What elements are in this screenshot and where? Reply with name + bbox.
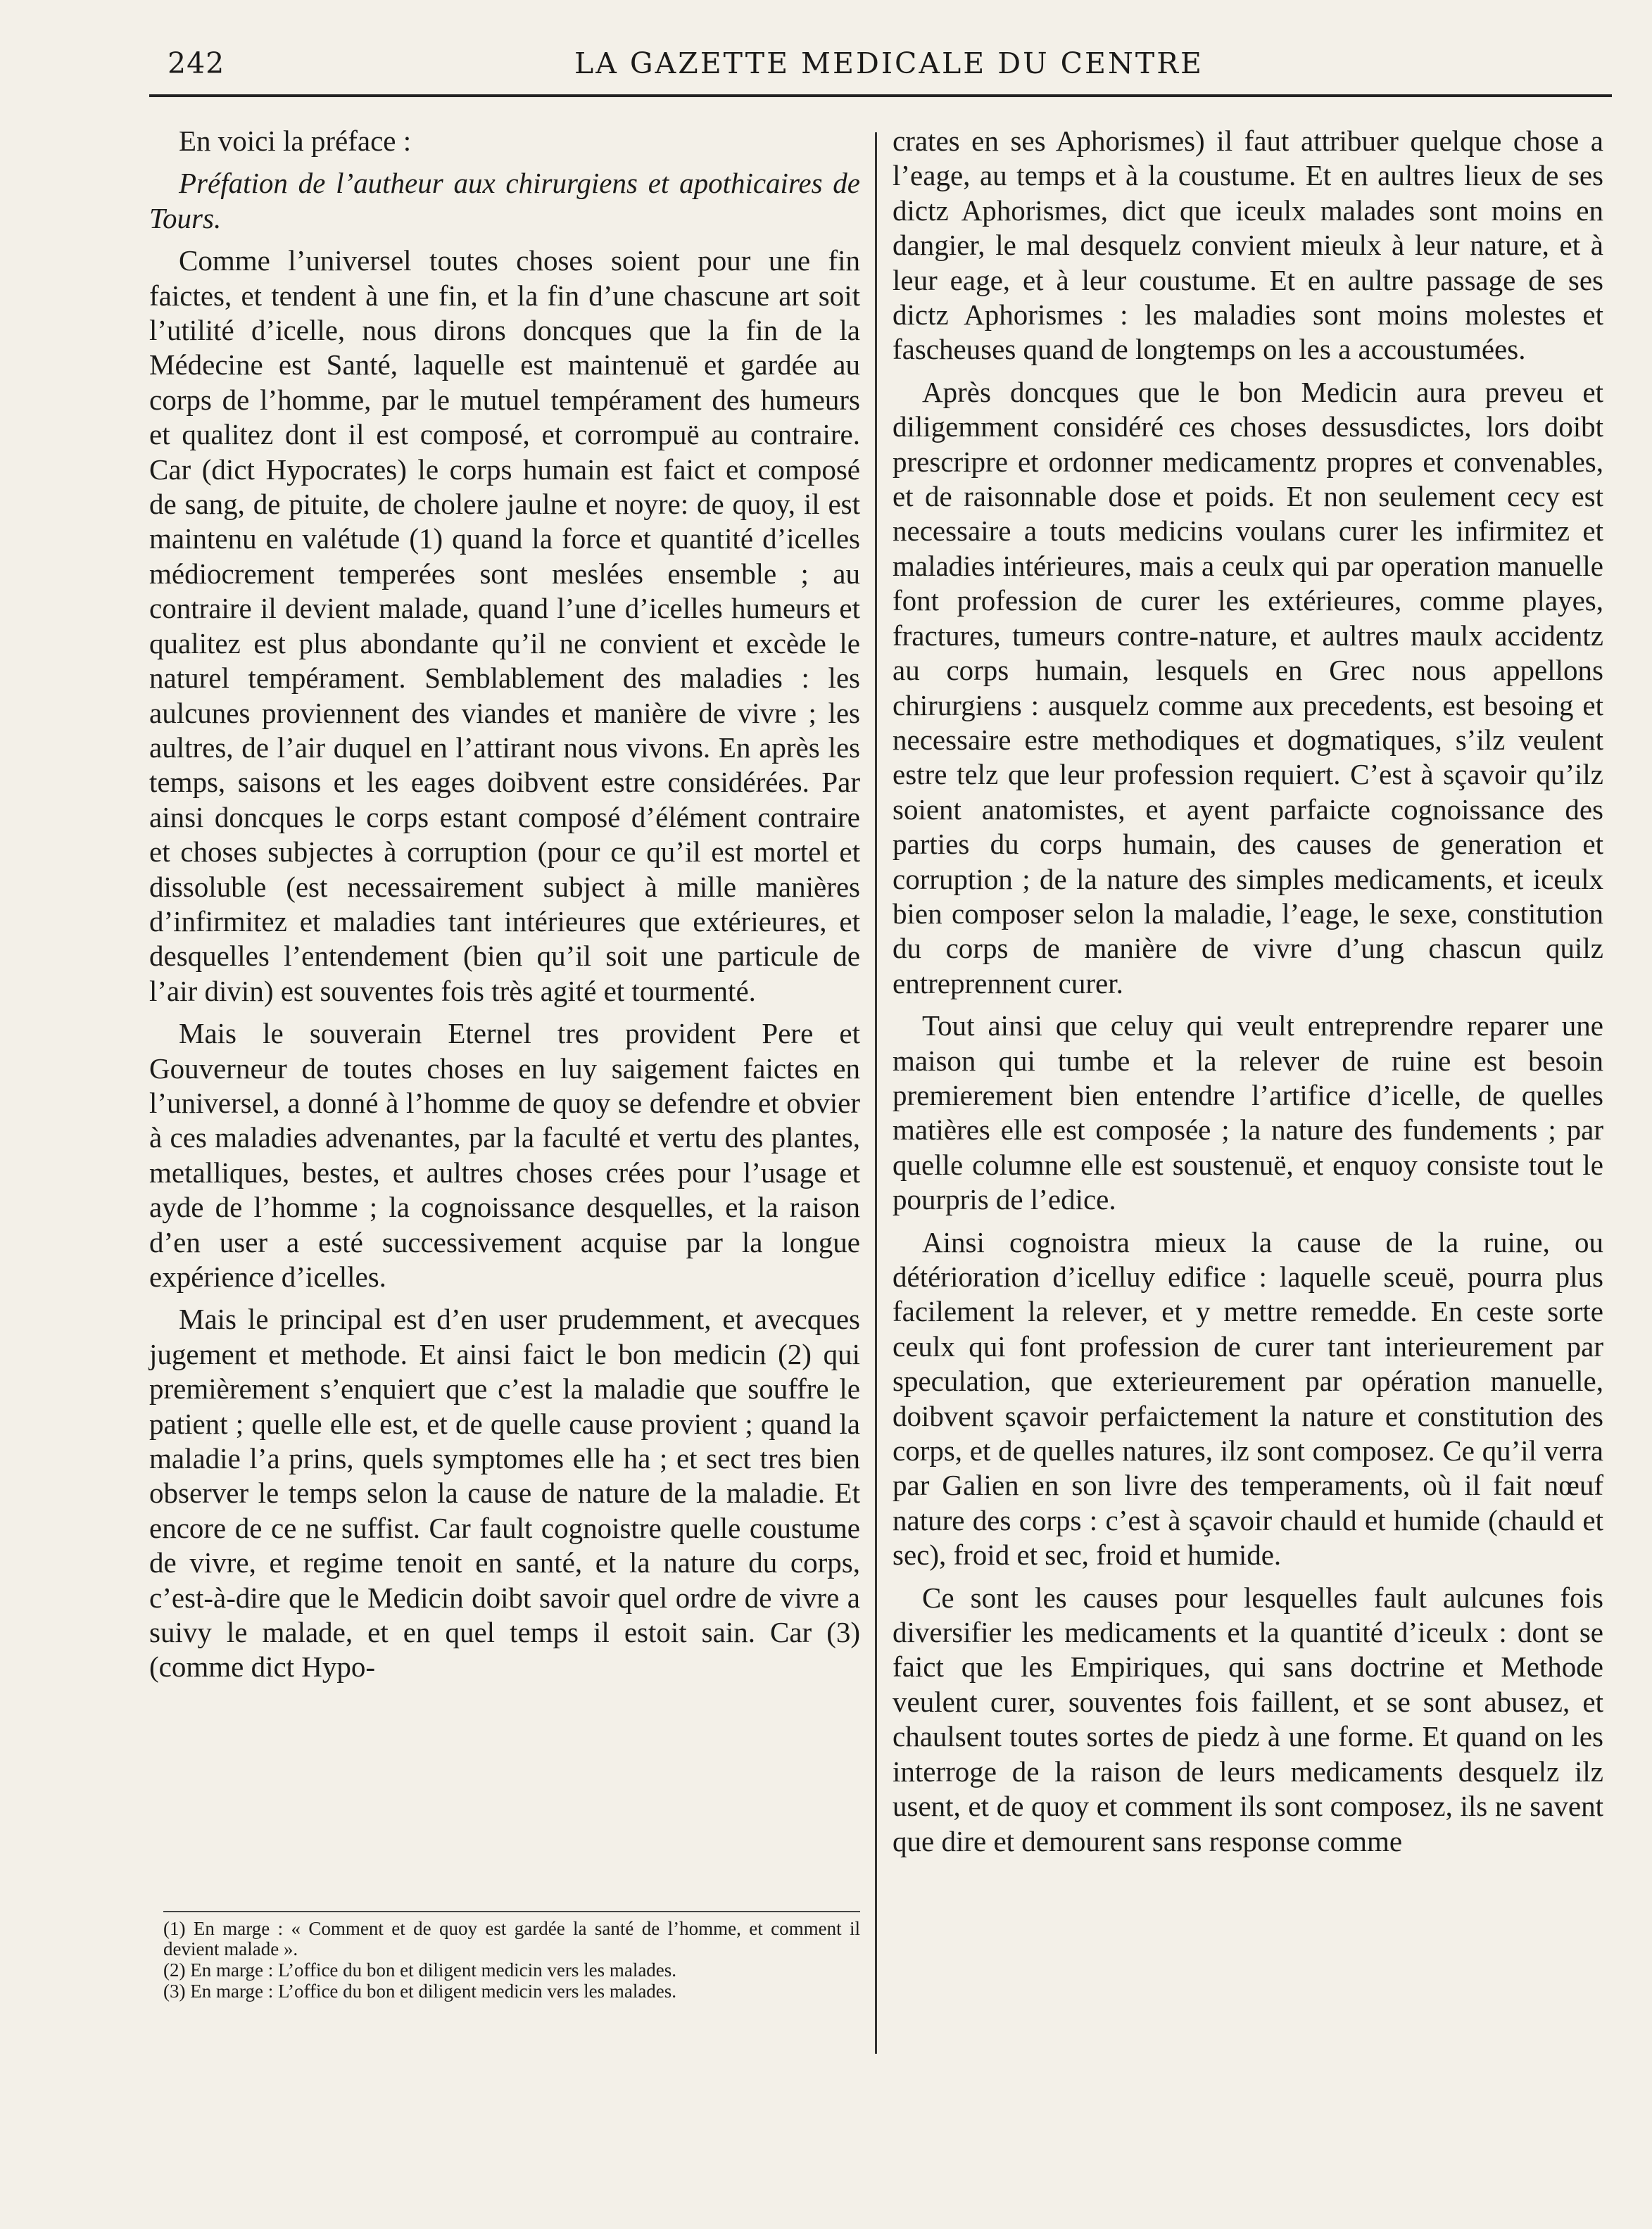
footnote: (3) En marge : L’office du bon et diligent medicin vers les malades. [163, 1981, 677, 2002]
footnote-rule [163, 1911, 860, 1912]
footnote: (1) En marge : « Comment et de quoy est gardée la santé de l’homme, et comment il devient malade ». [163, 1918, 860, 1959]
paragraph: Ce sont les causes pour lesquelles fault aulcunes fois diversifier les medicaments et la quantité d’iceulx : dont se faict que les Empiriques, qui sans doctrine et Methode veulent curer, souventes fois faillent, et se sont abusez, et chaulsent toutes sortes de piedz à une forme. Et quand on les interroge de la raison de leurs medicaments desquelz ilz usent, et de quoy et comment ils sont composez, ils ne savent que dire et demourent sans response comme [893, 1581, 1603, 1857]
paragraph: Mais le souverain Eternel tres provident Pere et Gouverneur de toutes choses en luy saigement faictes en l’universel, a donné à l’homme de quoy se defendre et obvier à ces maladies advenantes, par la faculté et vertu des plantes, metalliques, bestes, et aultres choses crées pour l’usage et ayde de l’homme ; la cognoissance desquelles, et la raison d’en user a esté successivement acquise par la longue expérience d’icelles. [149, 1017, 860, 1293]
paragraph: Mais le principal est d’en user prudemment, et avecques jugement et methode. Et ainsi faict le bon medicin (2) qui premièrement s’enquiert que c’est la maladie que souffre le patient ; quelle elle est, et de quelle cause provient ; quand la maladie l’a prins, quels symptomes elle ha ; et sect tres bien observer le temps selon la cause de nature de la maladie. Et encore de ce ne suffist. Car fault cognoistre quelle coustume de vivre, et regime tenoit en santé, et la nature du corps, c’est-à-dire que le Medicin doibt savoir quel ordre de vivre a suivy le malade, et en quel temps il estoit sain. Car (3) (comme dict Hypo- [149, 1303, 860, 1684]
paragraph: Ainsi cognoistra mieux la cause de la ruine, ou détérioration d’icelluy edifice : laquelle sceuë, pourra plus facilement la relever, et y mettre remedde. En ceste sorte ceulx qui font profession de curer tant interieurement par speculation, que exterieurement par opération manuelle, doibvent sçavoir perfaictement la nature et constitution des corps, et de quelles natures, ilz sont composez. Ce qu’il verra par Galien en son livre des temperaments, où il fait nœuf nature des corps : c’est à sçavoir chauld et humide (chauld et sec), froid et sec, froid et humide. [893, 1225, 1603, 1572]
header-rule [149, 94, 1612, 97]
left-column [149, 124, 860, 1693]
column-divider [875, 132, 877, 2054]
paragraph-continuation: crates en ses Aphorismes) il faut attribuer quelque chose a l’eage, au temps et à la coustume. Et en aultres lieux de ses dictz Aphorismes, dict que iceulx malades sont moins en dangier, le mal desquelz convient mieulx à leur nature, et à leur eage, et à leur coustume. Et en aultre passage de ses dictz Aphorismes : les maladies sont moins molestes et fascheuses quand de longtemps on les a accoustumées. [893, 125, 1603, 366]
paragraph: Tout ainsi que celuy qui veult entreprendre reparer une maison qui tumbe et la relever de ruine est besoin premierement bien entendre l’artifice d’icelle, de quelles matières elle est composée ; la nature des fundements ; par quelle columne elle est soustenuë, et enquoy consiste tout le pourpris de l’edice. [893, 1009, 1603, 1216]
footnotes [163, 1919, 860, 2002]
page-number: 242 [168, 46, 225, 80]
paragraph: Après doncques que le bon Medicin aura preveu et diligemment considéré ces choses dessusdictes, lors doibt prescripre et ordonner medicamentz propres et convenables, et de raisonnable dose et poids. Et non seulement cecy est necessaire a touts medicins voulans curer les infirmitez et maladies intérieures, mais a ceulx qui par operation manuelle font profession de curer les extérieures, comme playes, fractures, tumeurs contre-nature, et aultres maulx accidentz au corps humain, lesquels en Grec nous appellons chirurgiens : ausquelz comme aux precedents, est besoing et necessaire estre methodiques et dogmatiques, s’ilz veulent estre telz que leur profession requiert. C’est à sçavoir qu’ilz soient anatomistes, et ayent parfaicte cognoissance des parties du corps humain, des causes de generation et corruption ; de la nature des simples medicaments, et iceulx bien composer selon la maladie, l’eage, le sexe, constitution du corps de manière de vivre d’ung chascun quilz entreprennent curer. [893, 375, 1603, 999]
preface-title: Préfation de l’autheur aux chirurgiens et apothicaires de Tours. [149, 167, 860, 234]
journal-title: LA GAZETTE MEDICALE DU CENTRE [574, 46, 1204, 80]
intro-line: En voici la préface : [179, 125, 412, 157]
running-head [168, 46, 1610, 91]
footnote: (2) En marge : L’office du bon et diligent medicin vers les malades. [163, 1959, 677, 1981]
right-column [893, 124, 1603, 1867]
paragraph: Comme l’universel toutes choses soient pour une fin faictes, et tendent à une fin, et la fin d’une chascune art soit l’utilité d’icelle, nous dirons doncques que la fin de la Médecine est Santé, laquelle est maintenuë et gardée au corps de l’homme, par le mutuel tempérament des humeurs et qualitez dont il est composé, et corrompuë au contraire. Car (dict Hypocrates) le corps humain est faict et composé de sang, de pituite, de cholere jaulne et noyre: de quoy, il est maintenu en valétude (1) quand la force et quantité d’icelles médiocrement temperées sont meslées ensemble ; au contraire il devient malade, quand l’une d’icelles humeurs et qualitez est plus abondante qu’il ne convient et excède le naturel tempérament. Semblablement des maladies : les aulcunes proviennent des viandes et manière de vivre ; les aultres, de l’air duquel en l’attirant nous vivons. En après les temps, saisons et les eages doibvent estre considérées. Par ainsi doncques le corps estant composé d’élément contraire et choses subjectes à corruption (pour ce qu’il est mortel et dissoluble (est necessairement subject à mille manières d’infirmitez et maladies tant intérieures que extérieures, et desquelles l’entendement (bien qu’il soit une particule de l’air divin) est souventes fois très agité et tourmenté. [149, 244, 860, 1007]
